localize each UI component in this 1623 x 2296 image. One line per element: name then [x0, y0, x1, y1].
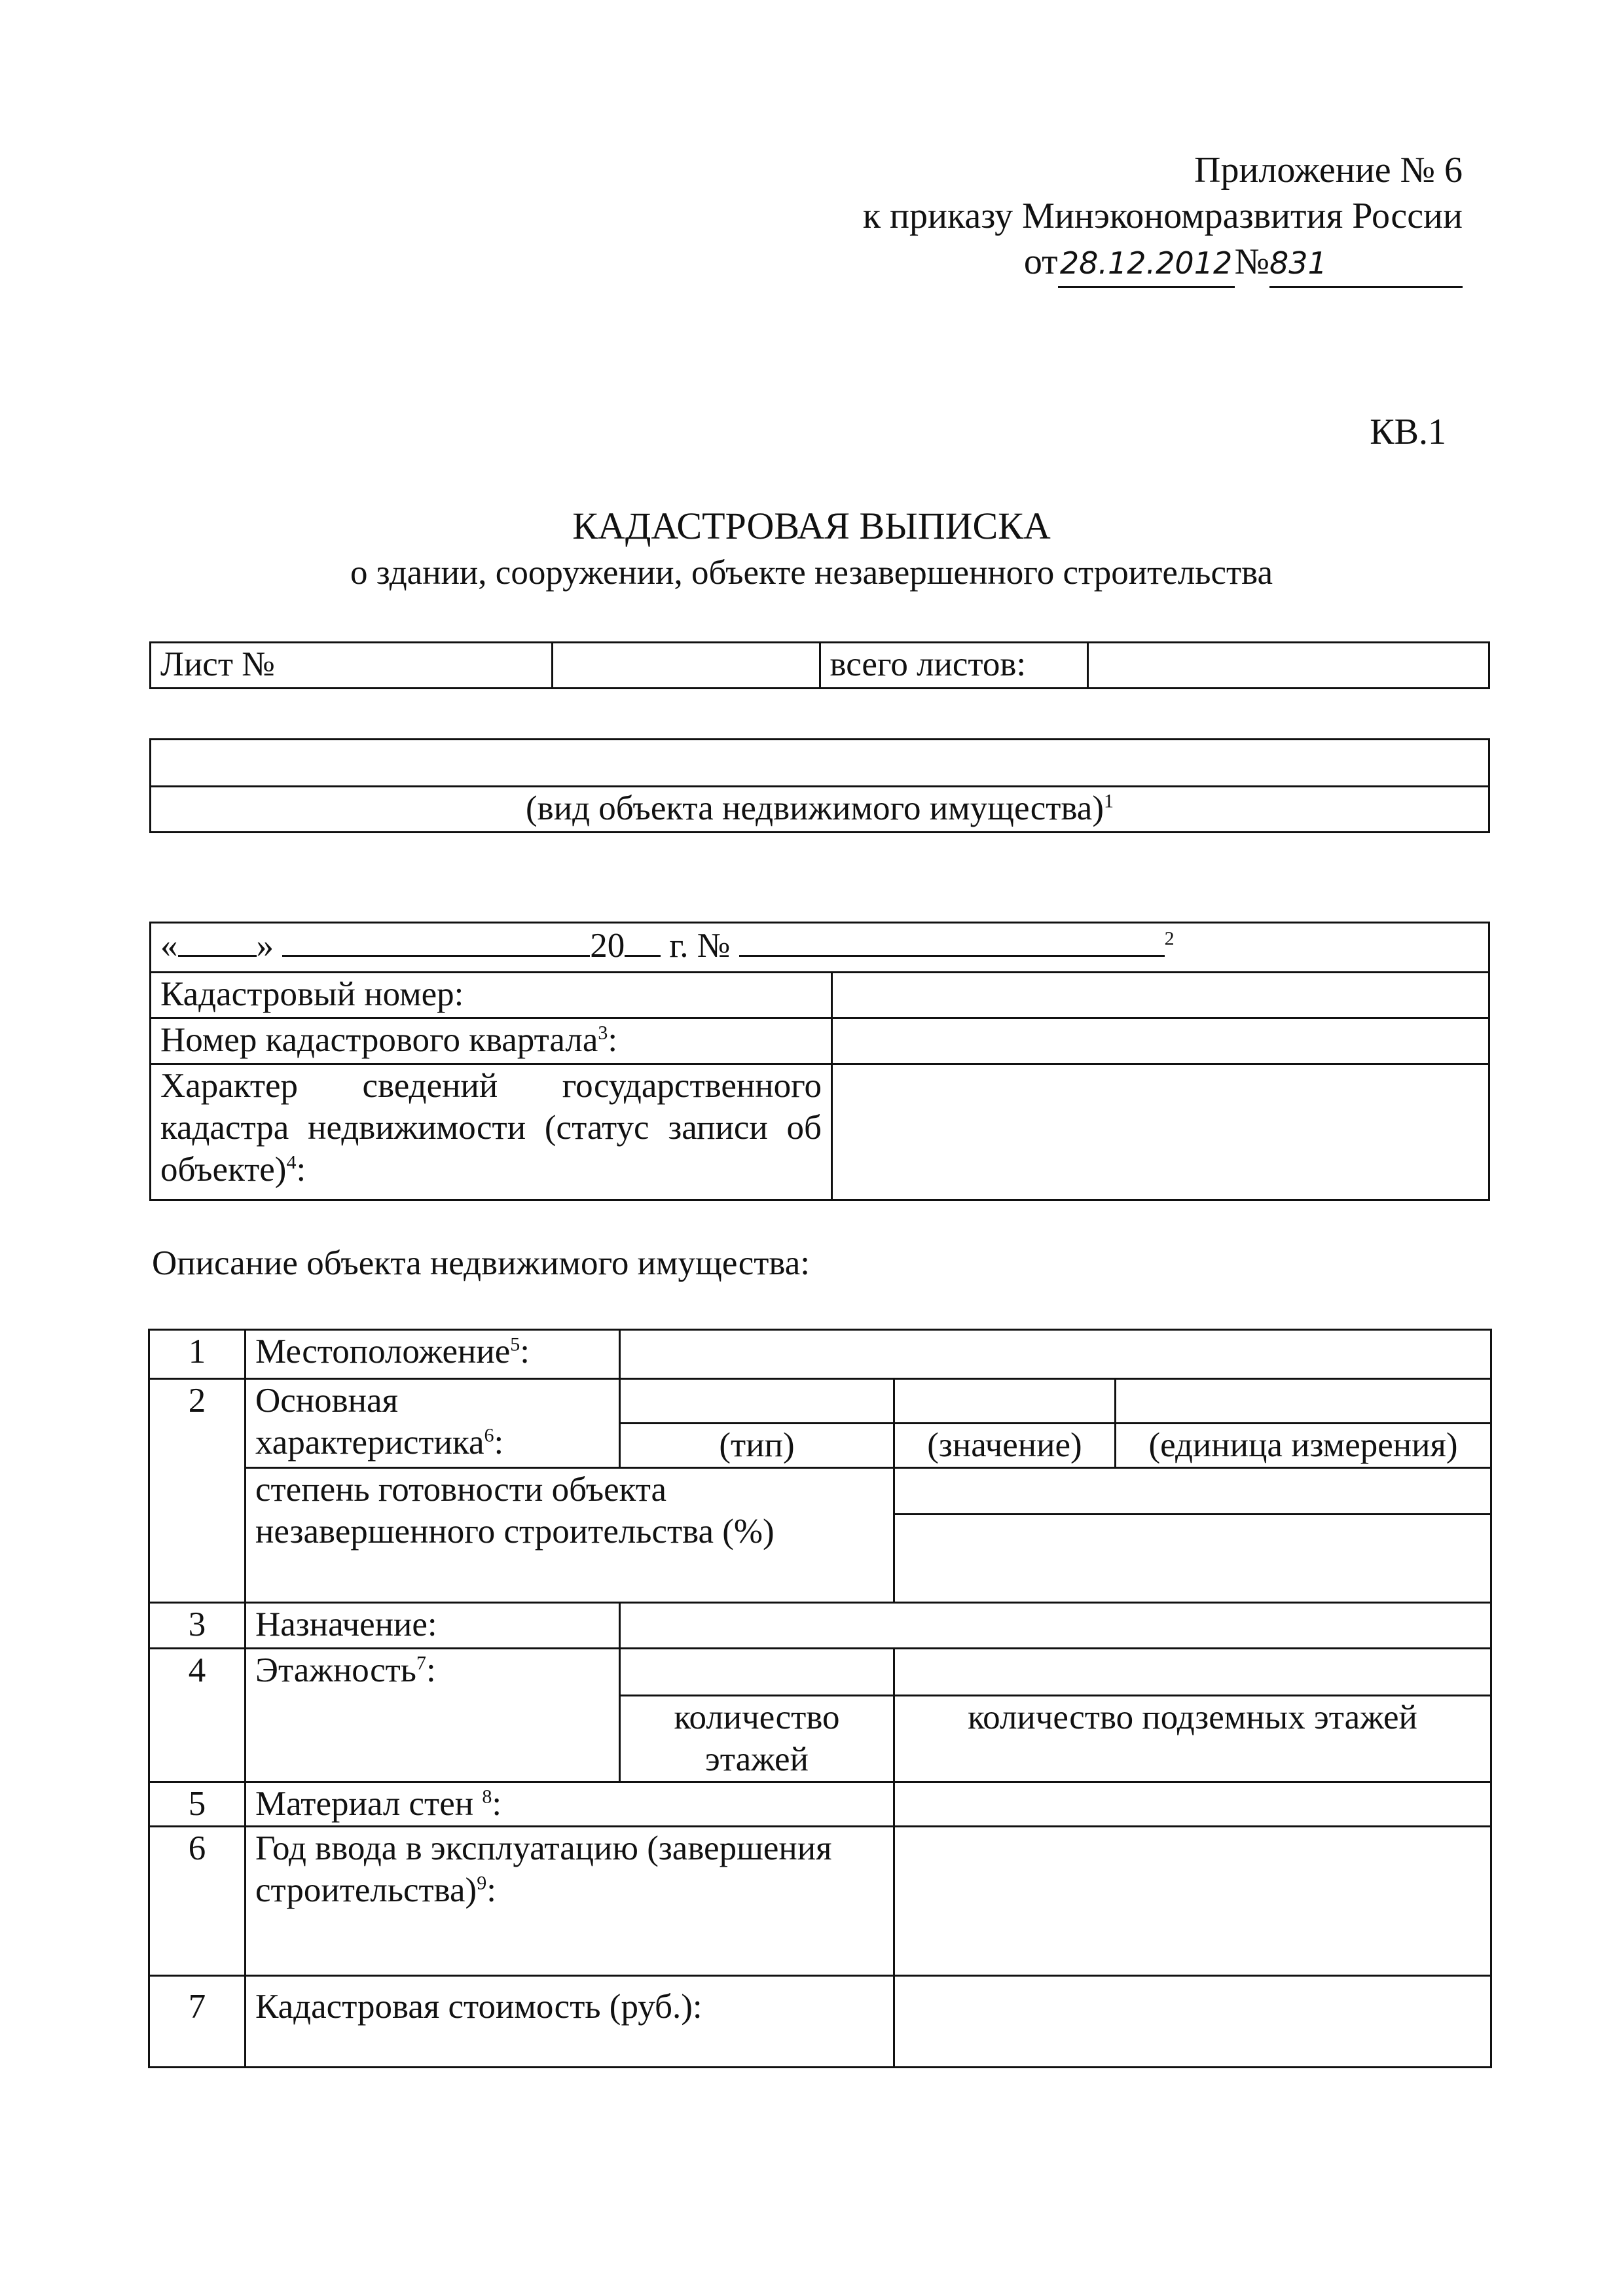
- main-characteristic-label: Основная характеристика$^6$:: [246, 1379, 620, 1468]
- number-prefix: №: [1234, 242, 1269, 282]
- commissioning-year-label: Год ввода в эксплуатацию (завершения строительства)$^9$:: [246, 1827, 894, 1976]
- characteristic-unit-caption: (единица измерения): [1116, 1424, 1491, 1468]
- characteristic-type-field[interactable]: [620, 1379, 894, 1424]
- location-label: Местоположение$^5$:: [246, 1330, 620, 1379]
- purpose-field[interactable]: [620, 1603, 1491, 1649]
- total-sheets-label: всего листов:: [820, 643, 1087, 689]
- sheet-number-table: [149, 641, 1490, 689]
- commissioning-year-field[interactable]: [894, 1827, 1491, 1976]
- document-subtitle: о здании, сооружении, объекте незавершенного строительства: [350, 554, 1273, 592]
- characteristic-value-caption: (значение): [894, 1424, 1116, 1468]
- floors-label: Этажность$^7$:: [246, 1649, 620, 1782]
- total-sheets-field[interactable]: [1087, 643, 1489, 689]
- object-type-table: [149, 738, 1490, 833]
- from-prefix: от: [1023, 242, 1058, 282]
- registry-table: [149, 922, 1490, 1201]
- appendix-line: Приложение № 6: [1194, 150, 1463, 190]
- wall-material-field[interactable]: [894, 1782, 1491, 1827]
- location-field[interactable]: [620, 1330, 1491, 1379]
- readiness-label: степень готовности объекта незавершенного строительства (%): [246, 1468, 894, 1603]
- wall-material-label: Материал стен $^8$:: [246, 1782, 894, 1827]
- cadastral-number-label: Кадастровый номер:: [151, 973, 832, 1018]
- underground-floors-field[interactable]: [894, 1649, 1491, 1696]
- underground-floors-caption: количество подземных этажей: [894, 1696, 1491, 1782]
- readiness-field[interactable]: [894, 1468, 1491, 1603]
- record-status-label: Характер сведений государственного кадастра недвижимости (статус записи об объекте)$^4$:: [151, 1064, 832, 1200]
- handwritten-number: 831: [1269, 240, 1463, 288]
- cadastral-value-field[interactable]: [894, 1976, 1491, 2068]
- order-reference-line: к приказу Минэкономразвития России: [862, 196, 1463, 236]
- row-number: 2: [149, 1379, 246, 1603]
- description-heading: Описание объекта недвижимого имущества:: [152, 1244, 810, 1282]
- registry-date-line: « » 20 г. № $^2$: [151, 923, 1489, 973]
- cadastral-value-label: Кадастровая стоимость (руб.):: [246, 1976, 894, 2068]
- cadastral-quarter-field[interactable]: [832, 1018, 1489, 1064]
- row-number: 1: [149, 1330, 246, 1379]
- sheet-label: Лист №: [151, 643, 553, 689]
- document-title: КАДАСТРОВАЯ ВЫПИСКА: [572, 505, 1051, 547]
- sheet-number-field[interactable]: [552, 643, 820, 689]
- purpose-label: Назначение:: [246, 1603, 620, 1649]
- row-number: 5: [149, 1782, 246, 1827]
- description-table: [148, 1329, 1492, 2068]
- object-type-field[interactable]: [151, 740, 1489, 787]
- row-number: 3: [149, 1603, 246, 1649]
- form-code: КВ.1: [1370, 412, 1446, 452]
- handwritten-date: 28.12.2012: [1058, 240, 1235, 288]
- cadastral-number-field[interactable]: [832, 973, 1489, 1018]
- characteristic-type-caption: (тип): [620, 1424, 894, 1468]
- record-status-field[interactable]: [832, 1064, 1489, 1200]
- characteristic-unit-field[interactable]: [1116, 1379, 1491, 1424]
- row-number: 4: [149, 1649, 246, 1782]
- characteristic-value-field[interactable]: [894, 1379, 1116, 1424]
- row-number: 7: [149, 1976, 246, 2068]
- object-type-caption: (вид объекта недвижимого имущества)$^1$: [151, 787, 1489, 833]
- row-number: 6: [149, 1827, 246, 1976]
- cadastral-quarter-label: Номер кадастрового квартала$^3$:: [151, 1018, 832, 1064]
- order-date-number-line: [1024, 239, 1463, 288]
- floors-count-caption: количество этажей: [620, 1696, 894, 1782]
- floors-count-field[interactable]: [620, 1649, 894, 1696]
